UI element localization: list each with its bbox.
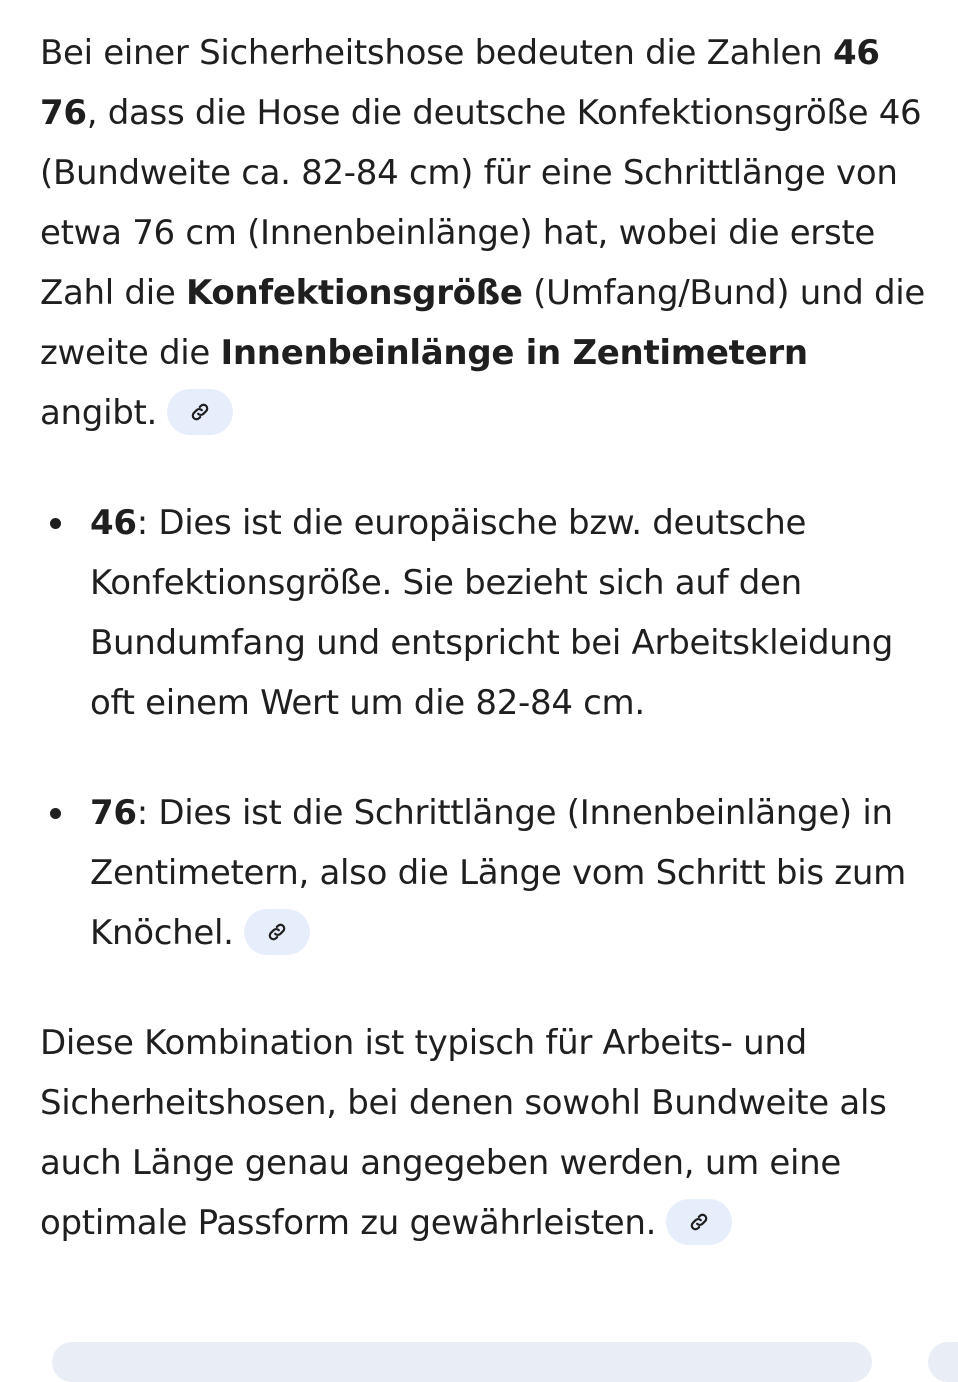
source-link-button[interactable] bbox=[666, 1199, 732, 1245]
intro-text-1: Bei einer Sicherheitshose bedeuten die Zahlen bbox=[40, 33, 833, 73]
outro-text: Diese Kombination ist typisch für Arbeits- und Sicherheitshosen, bei denen sowohl Bundweite als auch Länge genau angegeben werden, um eine optimale Passform zu gewährleisten. bbox=[40, 1023, 887, 1243]
intro-bold-length: Innenbeinlänge in Zentimetern bbox=[220, 333, 808, 373]
outro-paragraph bbox=[40, 1013, 930, 1253]
source-card[interactable] bbox=[52, 1342, 872, 1382]
intro-text-4: angibt. bbox=[40, 393, 158, 433]
explanation-list bbox=[40, 493, 930, 963]
answer-content bbox=[40, 23, 930, 1253]
intro-paragraph bbox=[40, 23, 930, 443]
link-icon bbox=[688, 1211, 710, 1233]
bullet-dot bbox=[50, 808, 61, 819]
intro-bold-size: Konfektionsgröße bbox=[185, 273, 523, 313]
bullet-dot bbox=[50, 518, 61, 529]
intro-text-2: , dass die Hose die deutsche Konfektionsgröße 46 (Bundweite ca. 82-84 cm) für eine Schrittlänge von etwa 76 cm (Innenbeinlänge) hat, wobei die erste Zahl die bbox=[40, 93, 922, 313]
list-item bbox=[40, 783, 930, 963]
list-item-text: : Dies ist die Schrittlänge (Innenbeinlänge) in Zentimetern, also die Länge vom Schritt bis zum Knöchel. bbox=[90, 793, 906, 953]
link-icon bbox=[189, 401, 211, 423]
list-item-text: : Dies ist die europäische bzw. deutsche Konfektionsgröße. Sie bezieht sich auf den Bundumfang und entspricht bei Arbeitskleidung oft einem Wert um die 82-84 cm. bbox=[90, 503, 894, 723]
list-item bbox=[40, 493, 930, 733]
intro-bold-numbers: 46 76 bbox=[40, 33, 880, 133]
source-link-button[interactable] bbox=[244, 909, 310, 955]
source-link-button[interactable] bbox=[167, 389, 233, 435]
link-icon bbox=[266, 921, 288, 943]
source-card-next[interactable] bbox=[928, 1342, 958, 1382]
intro-text-3: (Umfang/Bund) und die zweite die bbox=[40, 273, 926, 373]
list-item-bold: 76 bbox=[90, 793, 137, 833]
list-item-bold: 46 bbox=[90, 503, 137, 543]
